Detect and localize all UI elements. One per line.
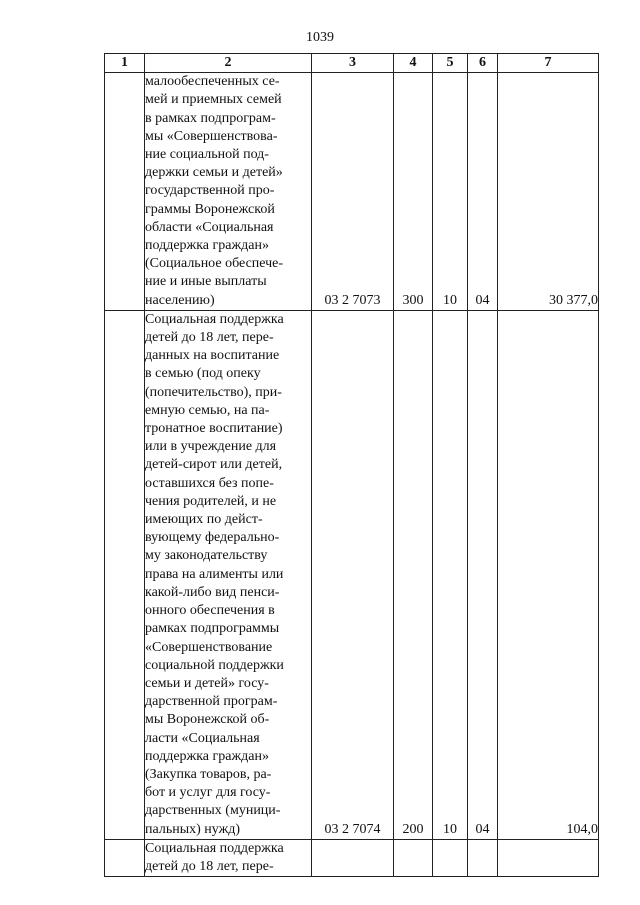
amount-cell bbox=[498, 839, 599, 876]
description-line: му законодательству bbox=[145, 548, 268, 564]
target-code-cell: 03 2 7073 bbox=[312, 73, 394, 311]
description-line: онного обеспечения в bbox=[145, 603, 275, 619]
description-line: детей до 18 лет, пере- bbox=[145, 330, 274, 346]
description-line: держки семьи и детей» bbox=[145, 165, 283, 181]
section-cell: 10 bbox=[433, 73, 468, 311]
description-line: семьи и детей» госу- bbox=[145, 675, 269, 691]
section-cell bbox=[433, 839, 468, 876]
description-line: детей-сирот или детей, bbox=[145, 457, 283, 473]
subsection-cell bbox=[468, 839, 498, 876]
expense-type-cell: 200 bbox=[394, 310, 433, 839]
description-line: области «Социальная bbox=[145, 219, 274, 235]
description-line: пальных) нужд) bbox=[145, 821, 241, 837]
description-line: рамках подпрограммы bbox=[145, 621, 280, 637]
description-line: права на алименты или bbox=[145, 566, 284, 582]
description-line: тронатное воспитание) bbox=[145, 421, 283, 437]
header-col-3: 3 bbox=[312, 54, 394, 73]
description-line: Социальная поддержка bbox=[145, 311, 284, 327]
subsection-cell: 04 bbox=[468, 310, 498, 839]
description-line: мы Воронежской об- bbox=[145, 712, 270, 728]
row-number-cell bbox=[105, 839, 145, 876]
header-col-5: 5 bbox=[433, 54, 468, 73]
header-col-2: 2 bbox=[145, 54, 312, 73]
budget-table bbox=[104, 53, 599, 877]
description-line: малообеспеченных се- bbox=[145, 74, 280, 90]
description-line: ние социальной под- bbox=[145, 147, 269, 163]
description-line: (Социальное обеспече- bbox=[145, 256, 284, 272]
expense-type-cell: 300 bbox=[394, 73, 433, 311]
description-line: (Закупка товаров, ра- bbox=[145, 766, 272, 782]
description-line: государственной про- bbox=[145, 183, 275, 199]
expense-type-cell bbox=[394, 839, 433, 876]
target-code-cell bbox=[312, 839, 394, 876]
description-cell bbox=[145, 310, 312, 839]
description-line: вующему федерально- bbox=[145, 530, 280, 546]
description-line: населению) bbox=[145, 292, 215, 308]
description-line: мей и приемных семей bbox=[145, 92, 282, 108]
description-line: или в учреждение для bbox=[145, 439, 277, 455]
row-number-cell bbox=[105, 310, 145, 839]
description-line: оставшихся без попе- bbox=[145, 475, 274, 491]
description-line: бот и услуг для госу- bbox=[145, 785, 271, 801]
header-col-1: 1 bbox=[105, 54, 145, 73]
description-line: имеющих по дейст- bbox=[145, 512, 263, 528]
description-line: Социальная поддержка bbox=[145, 840, 284, 856]
description-cell bbox=[145, 73, 312, 311]
description-line: граммы Воронежской bbox=[145, 201, 275, 217]
page-number: 1039 bbox=[306, 30, 334, 45]
amount-cell: 30 377,0 bbox=[498, 73, 599, 311]
header-col-4: 4 bbox=[394, 54, 433, 73]
table-row bbox=[105, 310, 599, 839]
section-cell: 10 bbox=[433, 310, 468, 839]
description-line: чения родителей, и не bbox=[145, 493, 277, 509]
description-line: в семью (под опеку bbox=[145, 366, 261, 382]
description-line: мы «Совершенствова- bbox=[145, 128, 278, 144]
header-col-7: 7 bbox=[498, 54, 599, 73]
description-line: ласти «Социальная bbox=[145, 730, 260, 746]
header-row bbox=[105, 54, 599, 73]
table-row bbox=[105, 73, 599, 311]
subsection-cell: 04 bbox=[468, 73, 498, 311]
description-line: данных на воспитание bbox=[145, 348, 280, 364]
description-line: социальной поддержки bbox=[145, 657, 284, 673]
description-line: емную семью, на па- bbox=[145, 402, 270, 418]
description-line: в рамках подпрограм- bbox=[145, 110, 276, 126]
description-line: поддержка граждан» bbox=[145, 238, 269, 254]
description-line: какой-либо вид пенси- bbox=[145, 584, 280, 600]
description-line: поддержка граждан» bbox=[145, 748, 269, 764]
header-col-6: 6 bbox=[468, 54, 498, 73]
table-row bbox=[105, 839, 599, 876]
description-line: «Совершенствование bbox=[145, 639, 273, 655]
amount-cell: 104,0 bbox=[498, 310, 599, 839]
description-cell bbox=[145, 839, 312, 876]
description-line: (попечительство), при- bbox=[145, 384, 282, 400]
description-line: дарственной програм- bbox=[145, 694, 278, 710]
description-line: дарственных (муници- bbox=[145, 803, 281, 819]
target-code-cell: 03 2 7074 bbox=[312, 310, 394, 839]
row-number-cell bbox=[105, 73, 145, 311]
description-line: ние и иные выплаты bbox=[145, 274, 267, 290]
description-line: детей до 18 лет, пере- bbox=[145, 858, 274, 874]
